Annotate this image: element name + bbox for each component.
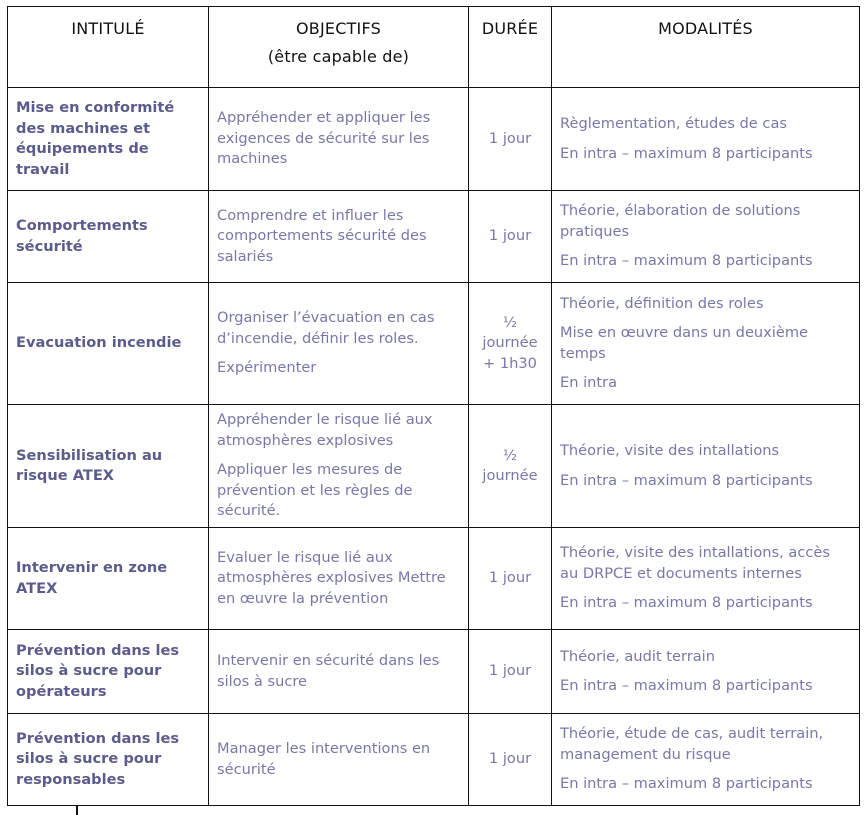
duree-text: ½ journée + 1h30 — [482, 313, 538, 372]
header-intitule — [8, 7, 209, 88]
row-duree — [469, 283, 552, 405]
row-objectifs — [209, 714, 469, 806]
objectif-text: Evaluer le risque lié aux atmosphères explosives Mettre en œuvre la prévention — [217, 548, 446, 607]
modalite-text: Mise en œuvre dans un deuxième temps — [560, 324, 809, 362]
row-modalites — [552, 191, 860, 283]
duree-text: ½ journée — [482, 446, 538, 484]
duree-text: 1 jour — [488, 569, 532, 587]
modalite-text: Règlementation, études de cas — [560, 115, 787, 132]
row-title — [8, 405, 209, 528]
table-row — [8, 405, 860, 528]
row-objectifs — [209, 88, 469, 191]
row-title — [8, 630, 209, 714]
row-title — [8, 88, 209, 191]
header-intitule-label: INTITULÉ — [71, 19, 145, 38]
row-duree — [469, 714, 552, 806]
training-table — [7, 6, 860, 806]
row-title — [8, 283, 209, 405]
modalite-text: Théorie, visite des intallations, accès au DRPCE et documents internes — [560, 544, 830, 582]
row-title — [8, 714, 209, 806]
modalite-text: En intra – maximum 8 participants — [560, 471, 813, 489]
row-objectifs — [209, 630, 469, 714]
table-row — [8, 714, 860, 806]
objectif-text: Appréhender le risque lié aux atmosphères explosives — [217, 411, 433, 449]
table-row — [8, 283, 860, 405]
row-duree — [469, 191, 552, 283]
row-modalites — [552, 528, 860, 630]
header-modalites — [552, 7, 860, 88]
row-duree — [469, 88, 552, 191]
row-title-text: Prévention dans les silos à sucre pour responsables — [16, 729, 180, 788]
cursor-mark — [76, 806, 78, 815]
modalite-text: En intra – maximum 8 participants — [560, 677, 813, 694]
objectif-text: Appliquer les mesures de prévention et les règles de sécurité. — [217, 461, 413, 520]
objectif-text: Manager les interventions en sécurité — [217, 740, 431, 778]
row-duree — [469, 630, 552, 714]
objectif-text: Appréhender et appliquer les exigences de sécurité sur les machines — [217, 109, 431, 168]
header-row — [8, 7, 860, 88]
objectif-text: Intervenir en sécurité dans les silos à sucre — [217, 652, 440, 690]
header-objectifs — [209, 7, 469, 88]
modalite-text: Théorie, étude de cas, audit terrain, management du risque — [560, 725, 824, 763]
objectif-text: Expérimenter — [217, 359, 317, 377]
header-duree — [469, 7, 552, 88]
row-title-text: Evacuation incendie — [16, 334, 182, 352]
modalite-text: En intra – maximum 8 participants — [560, 252, 813, 270]
row-objectifs — [209, 191, 469, 283]
header-objectifs-sublabel: (être capable de) — [267, 47, 410, 66]
modalite-text: En intra – maximum 8 participants — [560, 144, 813, 162]
objectif-text: Comprendre et influer les comportements sécurité des salariés — [217, 206, 427, 265]
row-modalites — [552, 405, 860, 528]
table-row — [8, 528, 860, 630]
objectif-text: Organiser l’évacuation en cas d’incendie, définir les roles. — [217, 309, 435, 347]
modalite-text: En intra — [560, 374, 618, 391]
row-objectifs — [209, 528, 469, 630]
modalite-text: En intra – maximum 8 participants — [560, 775, 813, 793]
table-row — [8, 630, 860, 714]
modalite-text: Théorie, audit terrain — [560, 647, 715, 665]
row-title-text: Mise en conformité des machines et équipements de travail — [16, 99, 175, 178]
duree-text: 1 jour — [488, 227, 532, 245]
modalite-text: Théorie, visite des intallations — [560, 442, 780, 459]
row-title — [8, 528, 209, 630]
row-title-text: Comportements sécurité — [16, 217, 148, 255]
modalite-text: En intra – maximum 8 participants — [560, 594, 813, 612]
row-title-text: Intervenir en zone ATEX — [16, 559, 168, 597]
row-title-text: Prévention dans les silos à sucre pour opérateurs — [16, 641, 180, 700]
row-title — [8, 191, 209, 283]
row-modalites — [552, 88, 860, 191]
header-duree-label: DURÉE — [481, 19, 539, 38]
header-modalites-label: MODALITÉS — [658, 19, 753, 38]
row-modalites — [552, 283, 860, 405]
table-row — [8, 88, 860, 191]
duree-text: 1 jour — [488, 129, 532, 147]
table-row — [8, 191, 860, 283]
row-objectifs — [209, 405, 469, 528]
duree-text: 1 jour — [488, 662, 532, 680]
row-modalites — [552, 630, 860, 714]
modalite-text: Théorie, définition des roles — [560, 294, 764, 312]
modalite-text: Théorie, élaboration de solutions pratiques — [560, 202, 801, 240]
row-duree — [469, 405, 552, 528]
row-objectifs — [209, 283, 469, 405]
header-objectifs-label: OBJECTIFS — [296, 19, 381, 38]
duree-text: 1 jour — [488, 750, 532, 768]
row-duree — [469, 528, 552, 630]
row-modalites — [552, 714, 860, 806]
row-title-text: Sensibilisation au risque ATEX — [16, 446, 163, 484]
